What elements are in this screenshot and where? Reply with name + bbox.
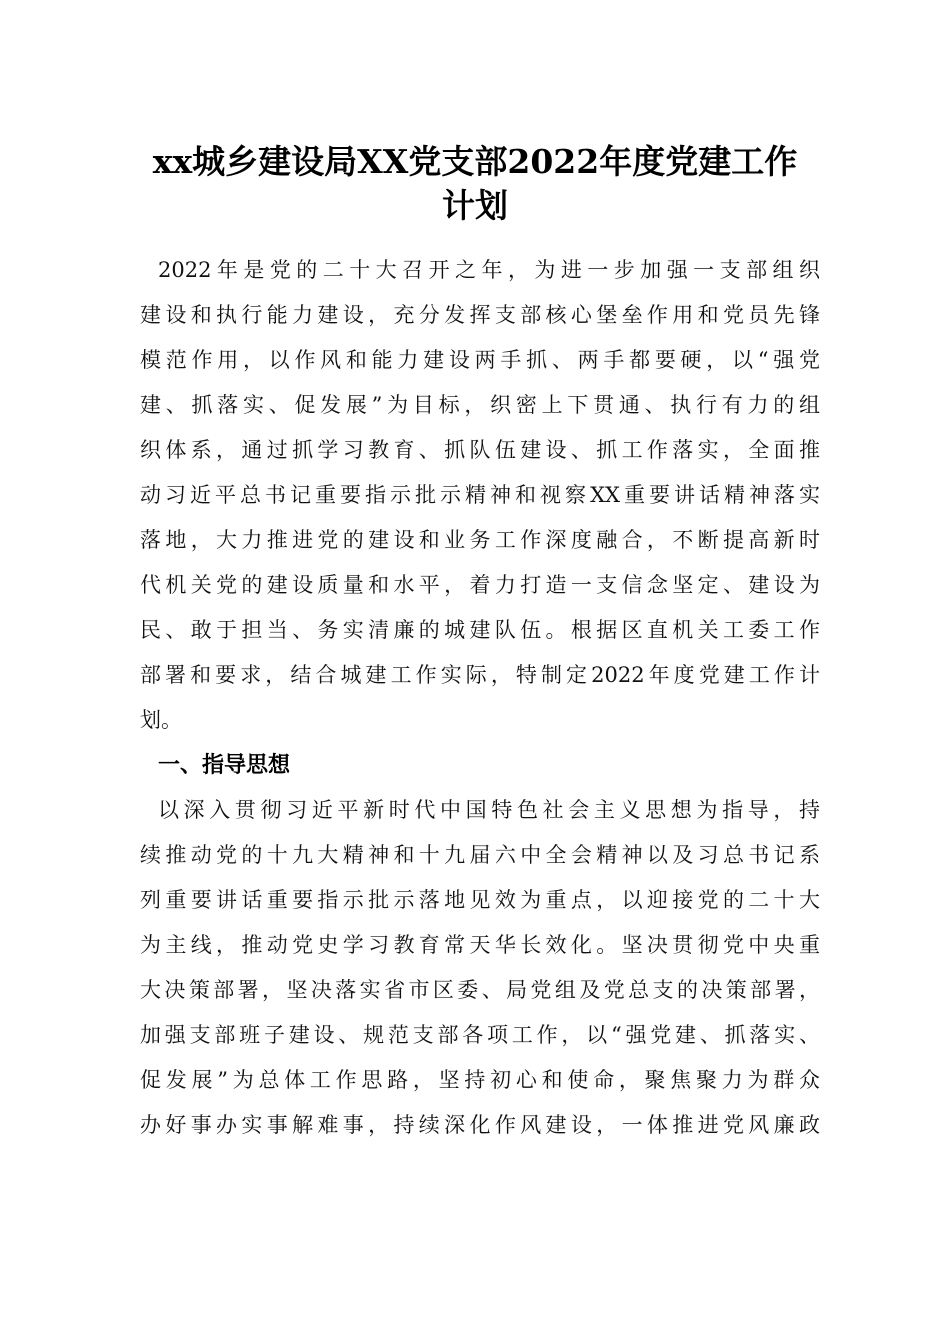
text-line: 建、抓落实、促发展”为目标，织密上下贯通、执行有力的组 xyxy=(140,393,820,417)
text-line: 模范作用，以作风和能力建设两手抓、两手都要硬，以“强党 xyxy=(140,348,820,372)
text-line: 代机关党的建设质量和水平，着力打造一支信念坚定、建设为 xyxy=(140,573,820,597)
text-line: 织体系，通过抓学习教育、抓队伍建设、抓工作落实，全面推 xyxy=(140,438,820,462)
text-line: 促发展”为总体工作思路，坚持初心和使命，聚焦聚力为群众 xyxy=(140,1068,820,1092)
text-line: 部署和要求，结合城建工作实际，特制定2022年度党建工作计 xyxy=(140,663,820,687)
text-line: 划。 xyxy=(140,708,182,732)
text-line: 办好事办实事解难事，持续深化作风建设，一体推进党风廉政 xyxy=(140,1113,820,1137)
text-line: 动习近平总书记重要指示批示精神和视察XX重要讲话精神落实 xyxy=(140,483,820,507)
document-title-line-1: xx城乡建设局XX党支部2022年度党建工作 xyxy=(152,142,798,181)
text-line: 以深入贯彻习近平新时代中国特色社会主义思想为指导，持 xyxy=(158,798,820,822)
paragraph-guiding-thought xyxy=(140,788,820,1148)
text-line: 大决策部署，坚决落实省市区委、局党组及党总支的决策部署， xyxy=(140,978,820,1002)
text-line: 为主线，推动党史学习教育常天华长效化。坚决贯彻党中央重 xyxy=(140,933,820,957)
document-title-line-2: 计划 xyxy=(442,186,508,225)
section-heading-guiding-thought: 一、指导思想 xyxy=(158,753,291,778)
text-line: 加强支部班子建设、规范支部各项工作，以“强党建、抓落实、 xyxy=(140,1023,820,1047)
document-body xyxy=(140,248,820,1148)
text-line: 建设和执行能力建设，充分发挥支部核心堡垒作用和党员先锋 xyxy=(140,303,820,327)
text-line: 民、敢于担当、务实清廉的城建队伍。根据区直机关工委工作 xyxy=(140,618,820,642)
text-line: 续推动党的十九大精神和十九届六中全会精神以及习总书记系 xyxy=(140,843,820,867)
text-line: 落地，大力推进党的建设和业务工作深度融合，不断提高新时 xyxy=(140,528,820,552)
text-line: 列重要讲话重要指示批示落地见效为重点，以迎接党的二十大 xyxy=(140,888,820,912)
paragraph-intro xyxy=(140,248,820,743)
text-line: 2022年是党的二十大召开之年，为进一步加强一支部组织 xyxy=(158,258,820,282)
